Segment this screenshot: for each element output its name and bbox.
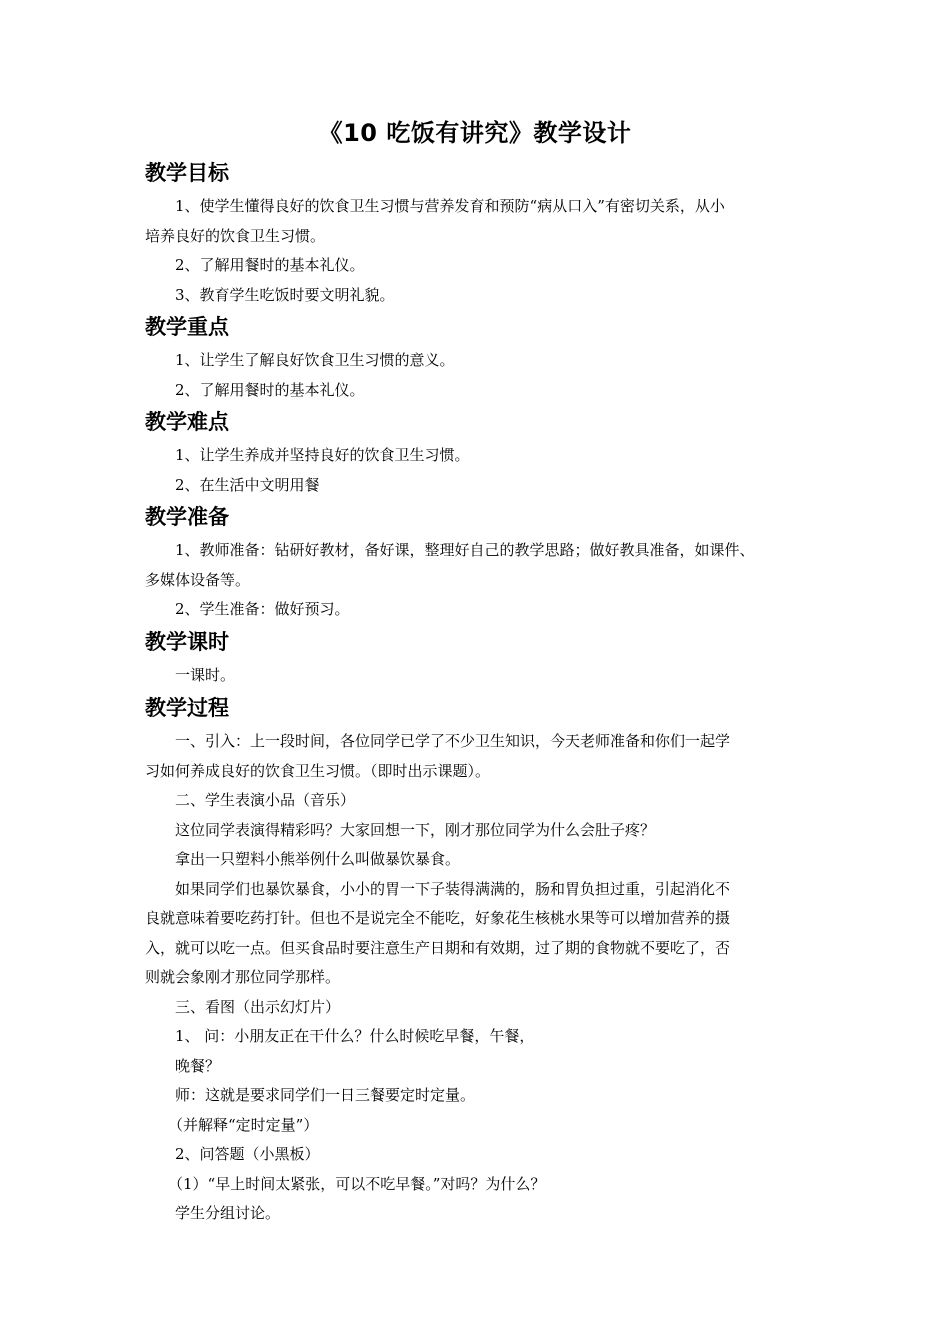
paragraph-line: 入，就可以吃一点。但买食品时要注意生产日期和有效期，过了期的食物就不要吃了，否 xyxy=(145,938,731,957)
paragraph-line: 2、了解用餐时的基本礼仪。 xyxy=(175,380,365,399)
paragraph-line: 3、教育学生吃饭时要文明礼貌。 xyxy=(175,285,395,304)
section-key-points xyxy=(145,312,825,405)
paragraph-line: 拿出一只塑料小熊举例什么叫做暴饮暴食。 xyxy=(175,850,461,868)
paragraph-line: 学生分组讨论。 xyxy=(175,1204,281,1222)
paragraph-line: 1、让学生养成并坚持良好的饮食卫生习惯。 xyxy=(175,446,470,464)
paragraph-line: 2、问答题（小黑板） xyxy=(175,1145,320,1163)
paragraph-line: 培养良好的饮食卫生习惯。 xyxy=(145,226,326,245)
section-process xyxy=(145,693,825,1229)
paragraph-line: 三、看图（出示幻灯片） xyxy=(175,997,341,1016)
paragraph-line: （1）“早上时间太紧张，可以不吃早餐。”对吗？为什么？ xyxy=(168,1174,546,1193)
section-heading: 教学重点 xyxy=(145,315,229,339)
paragraph-line: 2、在生活中文明用餐 xyxy=(175,475,320,494)
paragraph-line: 一课时。 xyxy=(175,666,236,684)
paragraph-line: （并解释“定时定量”） xyxy=(168,1115,319,1134)
paragraph-line: 良就意味着要吃药打针。但也不是说完全不能吃，好象花生核桃水果等可以增加营养的摄 xyxy=(145,909,731,927)
section-heading: 教学课时 xyxy=(145,630,229,654)
section-objectives xyxy=(145,158,825,310)
section-difficulties xyxy=(145,407,825,500)
paragraph-line: 1、让学生了解良好饮食卫生习惯的意义。 xyxy=(175,351,455,369)
document-title: 《10 吃饭有讲究》教学设计 xyxy=(318,119,632,147)
paragraph-line: 这位同学表演得精彩吗？大家回想一下，刚才那位同学为什么会肚子疼？ xyxy=(175,820,656,839)
section-heading: 教学准备 xyxy=(145,505,229,529)
paragraph-line: 多媒体设备等。 xyxy=(145,570,251,589)
paragraph-line: 习如何养成良好的饮食卫生习惯。（即时出示课题）。 xyxy=(145,761,491,780)
paragraph-line: 1、使学生懂得良好的饮食卫生习惯与营养发育和预防“病从口入”有密切关系，从小 xyxy=(175,197,725,215)
paragraph-line: 二、学生表演小品（音乐） xyxy=(175,791,356,809)
paragraph-line: 一、引入：上一段时间，各位同学已学了不少卫生知识，今天老师准备和你们一起学 xyxy=(175,732,731,750)
paragraph-line: 2、了解用餐时的基本礼仪。 xyxy=(175,256,365,274)
section-heading: 教学目标 xyxy=(145,161,229,185)
paragraph-line: 则就会象刚才那位同学那样。 xyxy=(145,968,341,986)
section-preparation xyxy=(145,502,825,625)
paragraph-line: 师：这就是要求同学们一日三餐要定时定量。 xyxy=(175,1086,476,1104)
paragraph-line: 晚餐？ xyxy=(175,1056,221,1075)
section-class-hours xyxy=(145,627,825,691)
paragraph-line: 如果同学们也暴饮暴食，小小的胃一下子装得满满的，肠和胃负担过重，引起消化不 xyxy=(175,879,731,898)
paragraph-line: 1、 问：小朋友正在干什么？什么时候吃早餐，午餐， xyxy=(175,1027,535,1045)
section-heading: 教学难点 xyxy=(145,410,229,434)
paragraph-line: 1、教师准备：钻研好教材，备好课，整理好自己的教学思路；做好教具准备，如课件、 xyxy=(175,541,755,559)
paragraph-line: 2、学生准备：做好预习。 xyxy=(175,600,350,618)
section-heading: 教学过程 xyxy=(145,696,229,720)
